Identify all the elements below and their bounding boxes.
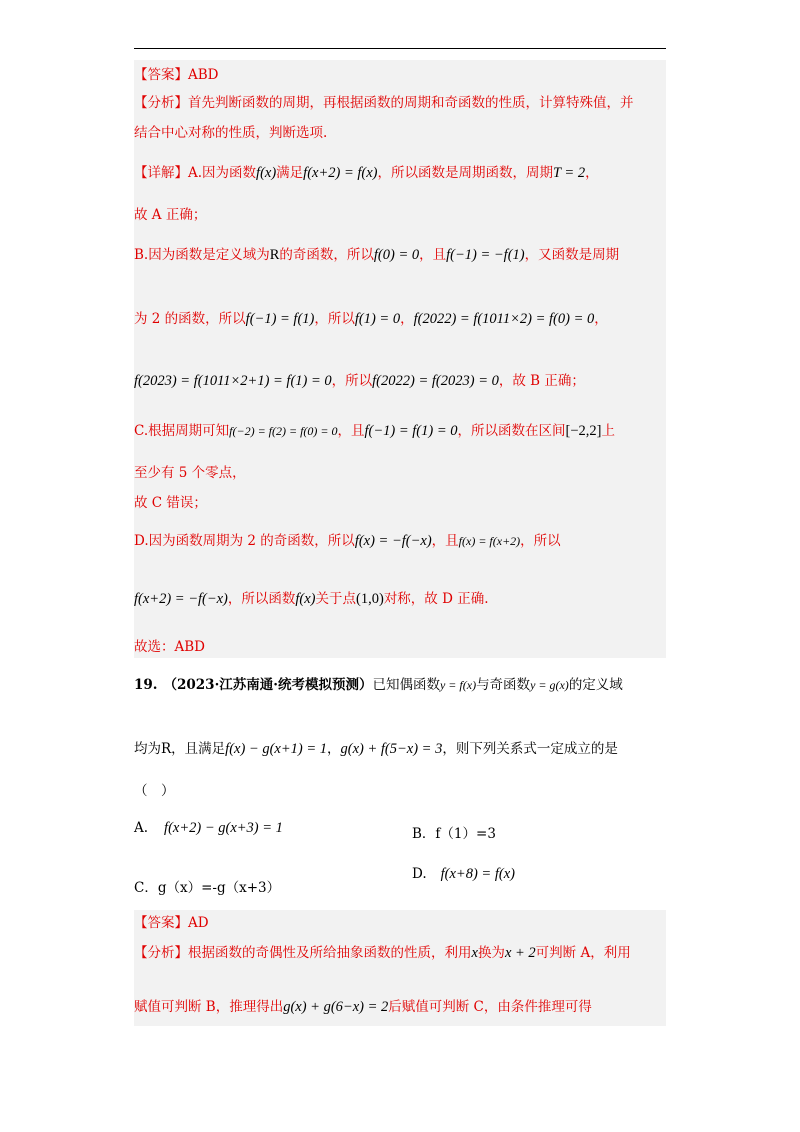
analysis-label-19: 【分析】 <box>134 945 188 961</box>
detail-b-line-3: f(2023) = f(1011×2+1) = f(1) = 0，所以f(2022) = f(2023) = 0，故 B 正确； <box>134 373 585 389</box>
question-19-line-1: 19. （2023·江苏南通·统考模拟预测）已知偶函数y = f(x)与奇函数y = g(x)的定义域 <box>134 677 623 693</box>
header-rule <box>134 48 666 49</box>
analysis-line-2: 结合中心对称的性质，判断选项. <box>134 125 328 141</box>
analysis-line-1: 【分析】首先判断函数的周期，再根据函数的周期和奇函数的性质，计算特殊值，并 <box>134 95 634 111</box>
detail-c-line-1: C.根据周期可知f(−2) = f(2) = f(0) = 0，且f(−1) = f(1) = 0，所以函数在区间[−2,2]上 <box>134 423 615 439</box>
detail-label: 【详解】 <box>134 165 188 181</box>
answer-label: 【答案】 <box>134 67 188 83</box>
answer-value: ABD <box>188 67 219 83</box>
answer-value-19: AD <box>188 915 209 931</box>
option-d: D. f(x+8) = f(x) <box>412 866 515 882</box>
detail-c-line-3: 故 C 错误； <box>134 495 207 511</box>
question-source: （2023·江苏南通·统考模拟预测） <box>163 677 373 693</box>
question-19-paren: （ ） <box>134 783 175 799</box>
option-c: C．g（x）=-g（x+3） <box>134 880 281 896</box>
question-number: 19. <box>134 677 158 693</box>
answer-line <box>134 66 219 84</box>
answer-label-19: 【答案】 <box>134 915 188 931</box>
analysis-label: 【分析】 <box>134 95 188 111</box>
analysis-19-line-1: 【分析】根据函数的奇偶性及所给抽象函数的性质，利用x换为x + 2可判断 A，利用 <box>134 945 631 961</box>
option-a: A. f(x+2) − g(x+3) = 1 <box>134 820 283 836</box>
detail-d-line-1: D.因为函数周期为 2 的奇函数，所以f(x) = −f(−x)，且f(x) = f(x+2)，所以 <box>134 533 561 549</box>
answer-line-19 <box>134 914 209 932</box>
detail-b-line-2: 为 2 的函数，所以f(−1) = f(1)，所以f(1) = 0，f(2022) = f(1011×2) = f(0) = 0， <box>134 311 608 327</box>
detail-a-line-1: 【详解】A.因为函数f(x)满足f(x+2) = f(x)，所以函数是周期函数，周期T = 2， <box>134 165 599 181</box>
detail-c-line-2: 至少有 5 个零点， <box>134 465 246 481</box>
solution-panel-18 <box>134 60 666 658</box>
option-b: B．f（1）=3 <box>412 826 496 842</box>
detail-a-line-2: 故 A 正确； <box>134 207 207 223</box>
detail-d-line-2: f(x+2) = −f(−x)，所以函数f(x)关于点(1,0)对称，故 D 正确. <box>134 591 489 607</box>
question-19-line-2: 均为R，且满足f(x) − g(x+1) = 1，g(x) + f(5−x) = 3，则下列关系式一定成立的是 <box>134 741 618 757</box>
detail-b-line-1: B.因为函数是定义域为R的奇函数，所以f(0) = 0，且f(−1) = −f(1)，又函数是周期 <box>134 247 620 263</box>
choice-line: 故选：ABD <box>134 639 205 655</box>
analysis-19-line-2: 赋值可判断 B，推理得出g(x) + g(6−x) = 2后赋值可判断 C，由条件推理可得 <box>134 999 592 1015</box>
solution-panel-19 <box>134 910 666 1026</box>
